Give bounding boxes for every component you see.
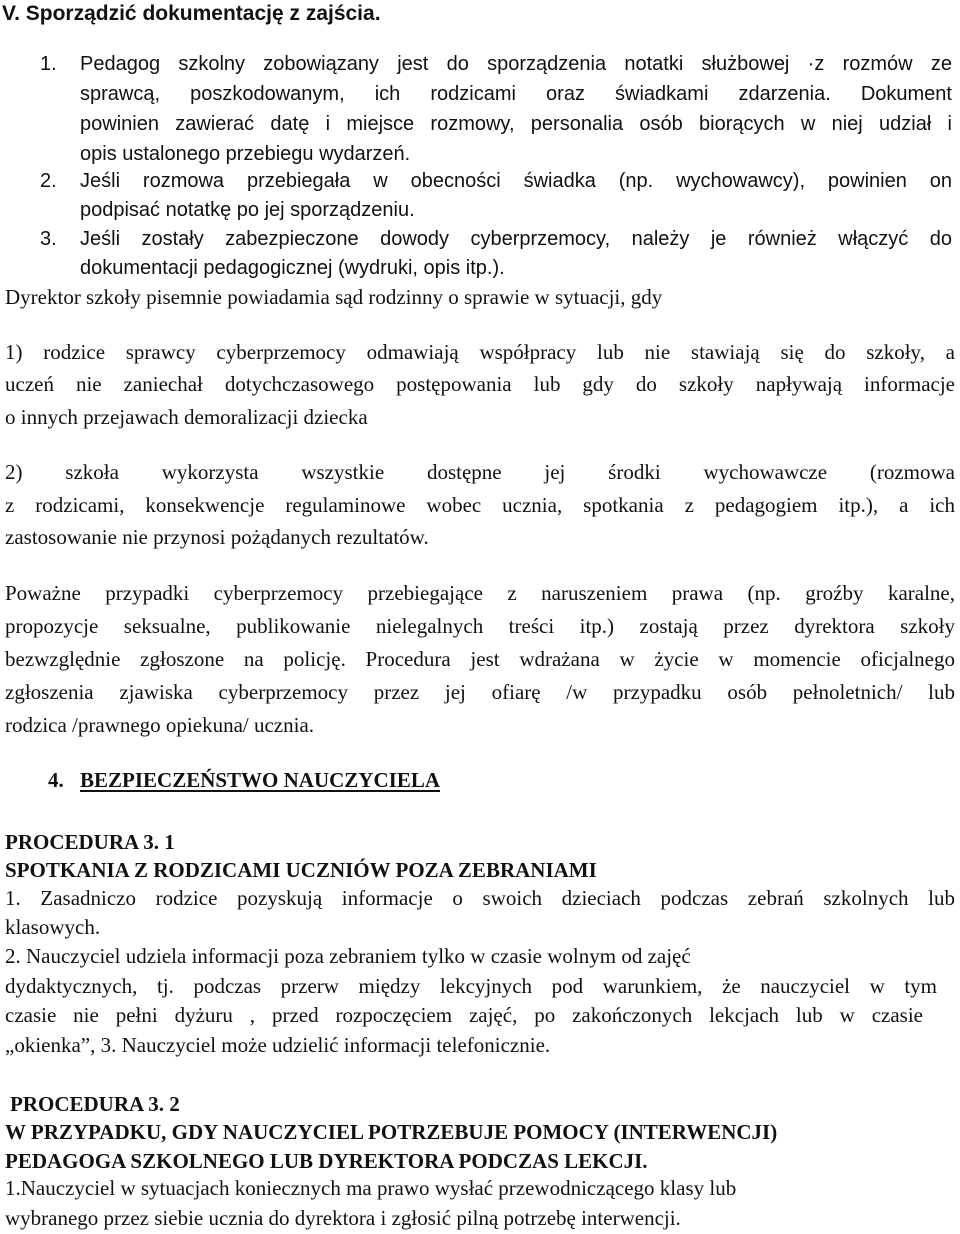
condition-2-line: 2) szkoła wykorzysta wszystkie dostępne jej środki wychowawcze (rozmowa bbox=[5, 460, 955, 484]
list-item-text: Jeśli zostały zabezpieczone dowody cyberprzemocy, należy je również włączyć do bbox=[80, 228, 952, 250]
section-v-heading: V. Sporządzić dokumentację z zajścia. bbox=[2, 2, 381, 25]
procedure-3-1-line: „okienka”, 3. Nauczyciel może udzielić informacji telefonicznie. bbox=[5, 1033, 551, 1057]
procedure-3-2-line: 1.Nauczyciel w sytuacjach koniecznych ma prawo wysłać przewodniczącego klasy lub bbox=[5, 1176, 737, 1200]
procedure-3-1-line: dydaktycznych, tj. podczas przerw między lekcyjnych pod warunkiem, że nauczyciel w tym bbox=[5, 974, 937, 998]
procedure-3-1-title: SPOTKANIA Z RODZICAMI UCZNIÓW POZA ZEBRANIAMI bbox=[5, 858, 597, 882]
list-item-text: podpisać notatkę po jej sporządzeniu. bbox=[80, 199, 415, 221]
section-4-title: BEZPIECZEŃSTWO NAUCZYCIELA bbox=[80, 768, 440, 792]
list-item-text: opis ustalonego przebiegu wydarzeń. bbox=[80, 143, 411, 165]
list-item-text: Pedagog szkolny zobowiązany jest do sporządzenia notatki służbowej ·z rozmów ze bbox=[80, 53, 952, 75]
serious-cases-line: Poważne przypadki cyberprzemocy przebiegające z naruszeniem prawa (np. groźby karalne, bbox=[5, 581, 955, 605]
procedure-3-1-line: klasowych. bbox=[5, 915, 101, 939]
list-item-number: 1. bbox=[40, 53, 57, 75]
condition-1-line: 1) rodzice sprawcy cyberprzemocy odmawiają współpracy lub nie stawiają się do szkoły, a bbox=[5, 340, 955, 364]
condition-2-line: zastosowanie nie przynosi pożądanych rezultatów. bbox=[5, 525, 429, 549]
list-item-text: Jeśli rozmowa przebiegała w obecności świadka (np. wychowawcy), powinien on bbox=[80, 170, 952, 192]
serious-cases-line: rodzica /prawnego opiekuna/ ucznia. bbox=[5, 713, 315, 737]
list-item-text: dokumentacji pedagogicznej (wydruki, opis itp.). bbox=[80, 257, 505, 279]
list-item-text: powinien zawierać datę i miejsce rozmowy, personalia osób biorących w niej udział i bbox=[80, 113, 952, 135]
serious-cases-line: bezwzględnie zgłoszone na policję. Procedura jest wdrażana w życie w momencie oficjalnego bbox=[5, 647, 955, 671]
list-item-text: sprawcą, poszkodowanym, ich rodzicami oraz świadkami zdarzenia. Dokument bbox=[80, 83, 952, 105]
procedure-3-2-line: wybranego przez siebie ucznia do dyrektora i zgłosić pilną potrzebę interwencji. bbox=[5, 1206, 681, 1230]
procedure-3-1-line: 2. Nauczyciel udziela informacji poza zebraniem tylko w czasie wolnym od zajęć bbox=[5, 944, 691, 968]
condition-2-line: z rodzicami, konsekwencje regulaminowe wobec ucznia, spotkania z pedagogiem itp.), a ich bbox=[5, 493, 955, 517]
director-intro: Dyrektor szkoły pisemnie powiadamia sąd rodzinny o sprawie w sytuacji, gdy bbox=[5, 285, 663, 309]
section-4-number: 4. bbox=[48, 768, 64, 792]
list-item-number: 3. bbox=[40, 228, 57, 250]
serious-cases-line: zgłoszenia zjawiska cyberprzemocy przez jej ofiarę /w przypadku osób pełnoletnich/ lub bbox=[5, 680, 955, 704]
procedure-3-1-line: 1. Zasadniczo rodzice pozyskują informacje o swoich dzieciach podczas zebrań szkolnych lub bbox=[5, 886, 955, 910]
procedure-3-2-label: PROCEDURA 3. 2 bbox=[10, 1092, 180, 1116]
procedure-3-1-label: PROCEDURA 3. 1 bbox=[5, 830, 175, 854]
procedure-3-2-title: PEDAGOGA SZKOLNEGO LUB DYREKTORA PODCZAS LEKCJI. bbox=[5, 1149, 648, 1173]
procedure-3-2-title: W PRZYPADKU, GDY NAUCZYCIEL POTRZEBUJE POMOCY (INTERWENCJI) bbox=[5, 1120, 778, 1144]
serious-cases-line: propozycje seksualne, publikowanie nielegalnych treści itp.) zostają przez dyrektora szkoły bbox=[5, 614, 955, 638]
procedure-3-1-line: czasie nie pełni dyżuru , przed rozpoczęciem zajęć, po zakończonych lekcjach lub w czasie bbox=[5, 1003, 923, 1027]
condition-1-line: o innych przejawach demoralizacji dziecka bbox=[5, 405, 368, 429]
list-item-number: 2. bbox=[40, 170, 57, 192]
condition-1-line: uczeń nie zaniechał dotychczasowego postępowania lub gdy do szkoły napływają informacje bbox=[5, 372, 955, 396]
